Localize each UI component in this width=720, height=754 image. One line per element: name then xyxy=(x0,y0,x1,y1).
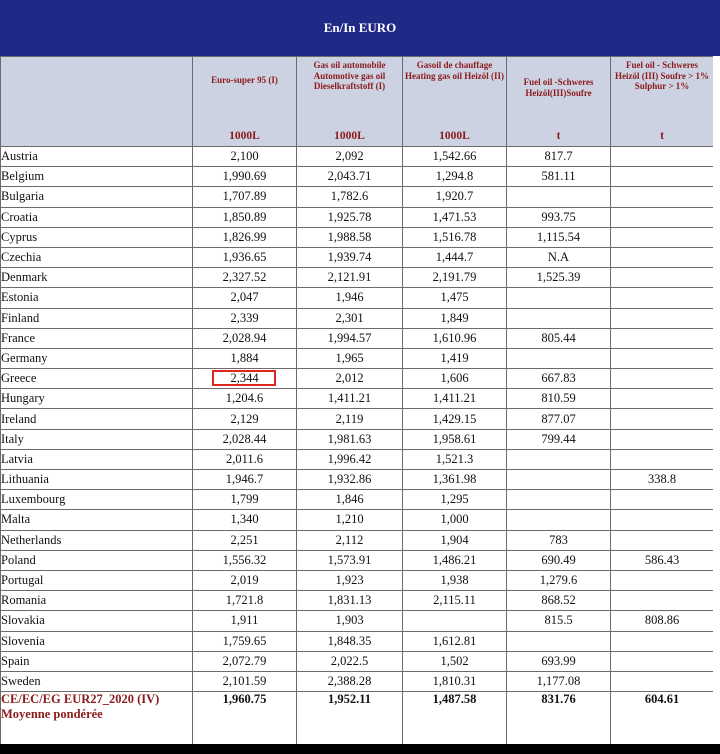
column-header xyxy=(403,57,507,147)
header-corner xyxy=(1,57,193,147)
country-cell: Ireland xyxy=(1,409,193,429)
value-cell: 1,759.65 xyxy=(193,631,297,651)
country-cell: Greece xyxy=(1,369,193,389)
value-cell xyxy=(507,308,611,328)
country-cell: Bulgaria xyxy=(1,187,193,207)
value-cell: 2,011.6 xyxy=(193,449,297,469)
value-cell: 1,573.91 xyxy=(297,550,403,570)
value-cell: 1,810.31 xyxy=(403,671,507,691)
value-cell xyxy=(507,631,611,651)
table-row xyxy=(1,409,714,429)
country-cell: Romania xyxy=(1,591,193,611)
value-cell: 1,471.53 xyxy=(403,207,507,227)
value-cell: 1,981.63 xyxy=(297,429,403,449)
column-unit: t xyxy=(556,130,561,142)
average-label xyxy=(1,692,193,747)
value-cell: 815.5 xyxy=(507,611,611,631)
value-cell: 2,101.59 xyxy=(193,671,297,691)
value-cell: 1,707.89 xyxy=(193,187,297,207)
value-cell: 1,946.7 xyxy=(193,470,297,490)
value-cell: 783 xyxy=(507,530,611,550)
value-cell: 2,301 xyxy=(297,308,403,328)
value-cell xyxy=(611,288,714,308)
average-value-cell: 831.76 xyxy=(507,692,611,747)
value-cell: 799.44 xyxy=(507,429,611,449)
value-cell xyxy=(611,389,714,409)
value-cell xyxy=(611,308,714,328)
value-cell: 2,251 xyxy=(193,530,297,550)
country-cell: Cyprus xyxy=(1,227,193,247)
value-cell: 1,294.8 xyxy=(403,167,507,187)
value-cell: 1,279.6 xyxy=(507,570,611,590)
column-caption: Fuel oil - Schweres Heizöl (III) Soufre > 1% Sulphur > 1% xyxy=(615,60,709,91)
value-cell xyxy=(507,187,611,207)
value-cell: 1,521.3 xyxy=(403,449,507,469)
column-unit: 1000L xyxy=(439,130,470,142)
value-cell: 1,115.54 xyxy=(507,227,611,247)
value-cell: 690.49 xyxy=(507,550,611,570)
value-cell: 1,475 xyxy=(403,288,507,308)
table-row xyxy=(1,389,714,409)
value-cell: 1,936.65 xyxy=(193,247,297,267)
value-cell: 1,502 xyxy=(403,651,507,671)
value-cell: 1,419 xyxy=(403,348,507,368)
value-cell: 1,996.42 xyxy=(297,449,403,469)
country-cell: Spain xyxy=(1,651,193,671)
value-cell: 667.83 xyxy=(507,369,611,389)
value-cell xyxy=(611,247,714,267)
country-cell: Malta xyxy=(1,510,193,530)
value-cell xyxy=(507,348,611,368)
value-cell xyxy=(611,409,714,429)
table-row xyxy=(1,369,714,389)
column-header xyxy=(507,57,611,147)
value-cell xyxy=(507,490,611,510)
value-cell: 1,850.89 xyxy=(193,207,297,227)
value-cell: 1,542.66 xyxy=(403,147,507,167)
value-cell xyxy=(611,268,714,288)
country-cell: Poland xyxy=(1,550,193,570)
value-cell: 1,000 xyxy=(403,510,507,530)
average-row xyxy=(1,692,714,747)
country-cell: Lithuania xyxy=(1,470,193,490)
average-value-cell: 1,960.75 xyxy=(193,692,297,747)
value-cell xyxy=(507,449,611,469)
value-cell: 868.52 xyxy=(507,591,611,611)
country-cell: Denmark xyxy=(1,268,193,288)
country-cell: Slovakia xyxy=(1,611,193,631)
country-cell: Luxembourg xyxy=(1,490,193,510)
table-row xyxy=(1,268,714,288)
table-row xyxy=(1,308,714,328)
value-cell xyxy=(611,348,714,368)
value-cell: 2,327.52 xyxy=(193,268,297,288)
red-highlight-box xyxy=(212,370,276,386)
table-row xyxy=(1,510,714,530)
value-cell: 805.44 xyxy=(507,328,611,348)
value-cell: 1,556.32 xyxy=(193,550,297,570)
country-cell: Hungary xyxy=(1,389,193,409)
table-row xyxy=(1,449,714,469)
value-cell: 2,115.11 xyxy=(403,591,507,611)
table-row xyxy=(1,348,714,368)
value-cell: 1,903 xyxy=(297,611,403,631)
country-cell: Portugal xyxy=(1,570,193,590)
country-cell: Czechia xyxy=(1,247,193,267)
country-cell: Italy xyxy=(1,429,193,449)
value-cell: 1,939.74 xyxy=(297,247,403,267)
value-cell: 1,849 xyxy=(403,308,507,328)
value-cell: 1,799 xyxy=(193,490,297,510)
average-value-cell: 604.61 xyxy=(611,692,714,747)
value-cell: 808.86 xyxy=(611,611,714,631)
table-row xyxy=(1,530,714,550)
value-cell xyxy=(611,328,714,348)
value-cell xyxy=(611,369,714,389)
value-cell: 338.8 xyxy=(611,470,714,490)
value-cell: 1,444.7 xyxy=(403,247,507,267)
value-cell xyxy=(611,429,714,449)
value-cell xyxy=(611,449,714,469)
column-unit: t xyxy=(660,130,664,142)
value-cell xyxy=(611,631,714,651)
table-row xyxy=(1,147,714,167)
value-cell: 993.75 xyxy=(507,207,611,227)
value-cell: 1,831.13 xyxy=(297,591,403,611)
value-cell: 1,610.96 xyxy=(403,328,507,348)
column-caption: Euro-super 95 (I) xyxy=(211,75,278,85)
value-cell: 1,210 xyxy=(297,510,403,530)
value-cell: 2,191.79 xyxy=(403,268,507,288)
column-caption: Fuel oil -Schweres Heizöl(III)Soufre xyxy=(523,77,594,98)
value-cell: 810.59 xyxy=(507,389,611,409)
column-header xyxy=(297,57,403,147)
column-header xyxy=(193,57,297,147)
value-cell: 1,826.99 xyxy=(193,227,297,247)
table-title-banner xyxy=(0,0,720,56)
table-row xyxy=(1,470,714,490)
country-cell: Netherlands xyxy=(1,530,193,550)
value-cell: 1,204.6 xyxy=(193,389,297,409)
country-cell: Belgium xyxy=(1,167,193,187)
highlighted-value-cell xyxy=(193,369,297,389)
value-cell: 1,848.35 xyxy=(297,631,403,651)
value-cell: 1,516.78 xyxy=(403,227,507,247)
column-caption: Gasoil de chauffage Heating gas oil Heizöl (II) xyxy=(405,60,504,81)
table-row xyxy=(1,429,714,449)
column-header xyxy=(611,57,714,147)
country-cell: Slovenia xyxy=(1,631,193,651)
value-cell: 2,019 xyxy=(193,570,297,590)
value-cell: 1,525.39 xyxy=(507,268,611,288)
value-cell: 817.7 xyxy=(507,147,611,167)
value-cell: 586.43 xyxy=(611,550,714,570)
value-cell: 1,361.98 xyxy=(403,470,507,490)
average-value-cell: 1,487.58 xyxy=(403,692,507,747)
value-cell: 2,092 xyxy=(297,147,403,167)
value-cell: 2,043.71 xyxy=(297,167,403,187)
value-cell: 2,339 xyxy=(193,308,297,328)
average-label-line2: Moyenne pondérée xyxy=(1,706,103,721)
table-row xyxy=(1,167,714,187)
value-cell: 1,486.21 xyxy=(403,550,507,570)
value-cell: 1,938 xyxy=(403,570,507,590)
value-cell: 581.11 xyxy=(507,167,611,187)
value-cell xyxy=(507,288,611,308)
table-row xyxy=(1,187,714,207)
table-row xyxy=(1,570,714,590)
table-row xyxy=(1,207,714,227)
value-cell: 2,028.44 xyxy=(193,429,297,449)
table-body xyxy=(1,147,714,747)
value-cell xyxy=(507,470,611,490)
value-cell: 1,920.7 xyxy=(403,187,507,207)
value-cell xyxy=(611,570,714,590)
country-cell: Estonia xyxy=(1,288,193,308)
value-cell: 2,072.79 xyxy=(193,651,297,671)
value-cell xyxy=(611,510,714,530)
value-cell xyxy=(611,591,714,611)
value-cell: 1,932.86 xyxy=(297,470,403,490)
value-cell: 2,028.94 xyxy=(193,328,297,348)
value-cell: 1,846 xyxy=(297,490,403,510)
table-row xyxy=(1,490,714,510)
column-unit: 1000L xyxy=(229,130,260,142)
value-cell xyxy=(611,187,714,207)
value-cell: N.A xyxy=(507,247,611,267)
value-cell: 1,411.21 xyxy=(403,389,507,409)
table-row xyxy=(1,247,714,267)
table-row xyxy=(1,227,714,247)
value-cell xyxy=(611,167,714,187)
value-cell: 693.99 xyxy=(507,651,611,671)
value-cell: 2,012 xyxy=(297,369,403,389)
country-cell: Sweden xyxy=(1,671,193,691)
value-cell: 1,965 xyxy=(297,348,403,368)
value-cell: 2,047 xyxy=(193,288,297,308)
value-cell xyxy=(611,227,714,247)
value-cell: 2,022.5 xyxy=(297,651,403,671)
country-cell: Croatia xyxy=(1,207,193,227)
value-cell xyxy=(611,651,714,671)
value-cell xyxy=(611,490,714,510)
value-cell: 1,925.78 xyxy=(297,207,403,227)
table-row xyxy=(1,550,714,570)
right-gutter xyxy=(713,56,720,744)
value-cell: 1,782.6 xyxy=(297,187,403,207)
table-row xyxy=(1,671,714,691)
value-cell: 1,911 xyxy=(193,611,297,631)
average-label-line1: CE/EC/EG EUR27_2020 (IV) xyxy=(1,692,160,707)
country-cell: Finland xyxy=(1,308,193,328)
value-cell: 1,612.81 xyxy=(403,631,507,651)
value-cell xyxy=(611,671,714,691)
table-row xyxy=(1,611,714,631)
value-cell: 1,177.08 xyxy=(507,671,611,691)
country-cell: Austria xyxy=(1,147,193,167)
value-cell: 2,100 xyxy=(193,147,297,167)
value-cell: 2,119 xyxy=(297,409,403,429)
value-cell: 1,946 xyxy=(297,288,403,308)
value-cell: 2,112 xyxy=(297,530,403,550)
value-cell: 1,429.15 xyxy=(403,409,507,429)
value-cell: 2,121.91 xyxy=(297,268,403,288)
country-cell: France xyxy=(1,328,193,348)
country-cell: Latvia xyxy=(1,449,193,469)
table-row xyxy=(1,631,714,651)
bottom-bar xyxy=(0,744,720,754)
fuel-price-table xyxy=(0,56,714,747)
value-cell xyxy=(507,510,611,530)
table-row xyxy=(1,651,714,671)
average-value-cell: 1,952.11 xyxy=(297,692,403,747)
value-cell: 1,340 xyxy=(193,510,297,530)
table-row xyxy=(1,591,714,611)
value-cell: 1,990.69 xyxy=(193,167,297,187)
country-cell: Germany xyxy=(1,348,193,368)
table-row xyxy=(1,328,714,348)
value-cell: 1,884 xyxy=(193,348,297,368)
value-cell: 1,721.8 xyxy=(193,591,297,611)
value-cell: 1,904 xyxy=(403,530,507,550)
value-cell xyxy=(611,207,714,227)
value-cell: 1,923 xyxy=(297,570,403,590)
column-unit: 1000L xyxy=(334,130,365,142)
value-cell: 877.07 xyxy=(507,409,611,429)
value-cell xyxy=(611,147,714,167)
value-cell: 1,411.21 xyxy=(297,389,403,409)
value-cell: 1,606 xyxy=(403,369,507,389)
column-caption: Gas oil automobile Automotive gas oil Dieselkraftstoff (I) xyxy=(313,60,386,91)
value-cell: 2,129 xyxy=(193,409,297,429)
value-cell: 1,295 xyxy=(403,490,507,510)
value-cell: 1,988.58 xyxy=(297,227,403,247)
value-cell: 2,388.28 xyxy=(297,671,403,691)
table-title: En/In EURO xyxy=(323,20,397,35)
value-text: 2,344 xyxy=(230,371,259,386)
value-cell xyxy=(611,530,714,550)
value-cell xyxy=(403,611,507,631)
table-row xyxy=(1,288,714,308)
value-cell: 1,958.61 xyxy=(403,429,507,449)
value-cell: 1,994.57 xyxy=(297,328,403,348)
